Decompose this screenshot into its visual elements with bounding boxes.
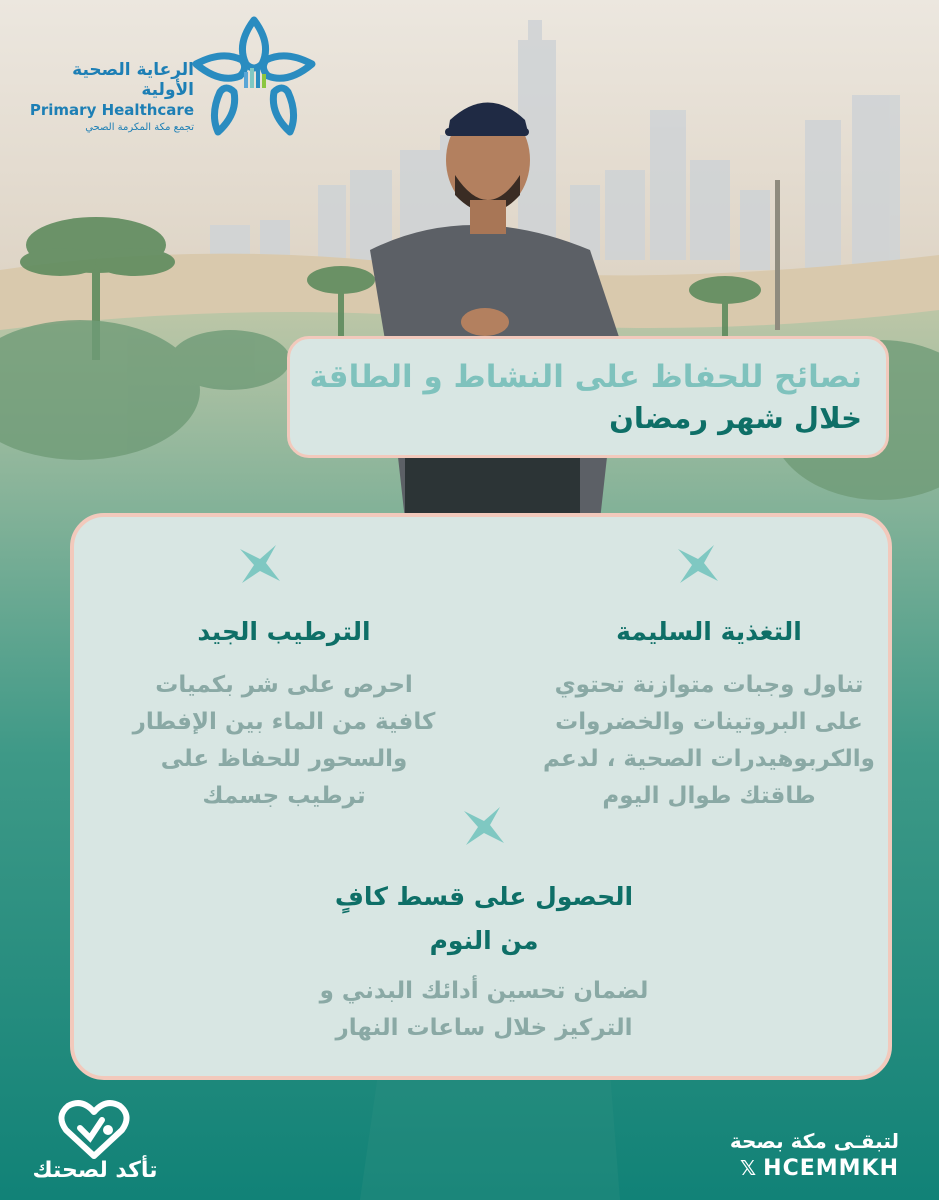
footer-left-text: تأكد لصحتك (32, 1158, 158, 1183)
section-body (114, 667, 454, 815)
body-line: احرص على شر بكميات (155, 672, 413, 698)
section-title (254, 875, 714, 963)
logo-subtitle: تجمع مكة المكرمة الصحي (85, 122, 194, 133)
title-line-1: نصائح للحفاظ على النشاط و الطاقة (309, 359, 862, 395)
title-line: الحصول على قسط كافٍ (334, 882, 634, 911)
title-line: من النوم (429, 926, 539, 955)
star-flower-logo-icon (190, 14, 318, 142)
title-box (287, 336, 889, 458)
body-line: والسحور للحفاظ على (160, 746, 408, 772)
star-icon (460, 803, 508, 851)
body-line: ترطيب جسمك (202, 783, 366, 809)
body-line: والكربوهيدرات الصحية ، لدعم (543, 746, 875, 772)
body-line: لضمان تحسين أدائك البدني و (319, 978, 649, 1004)
footer-slogan-block (699, 1128, 899, 1183)
primary-healthcare-logo (20, 14, 320, 144)
logo-english-name: Primary Healthcare (29, 101, 194, 119)
section-sleep (254, 875, 714, 1047)
body-line: تناول وجبات متوازنة تحتوي (554, 672, 864, 698)
star-icon (236, 541, 284, 589)
logo-text-block (26, 60, 194, 136)
body-line: التركيز خلال ساعات النهار (335, 1015, 633, 1041)
x-icon: 𝕏 (740, 1156, 758, 1180)
title-line-2: خلال شهر رمضان (609, 401, 862, 435)
body-line: على البروتينات والخضروات (555, 709, 863, 735)
star-icon (674, 541, 722, 589)
social-handle[interactable] (699, 1154, 899, 1183)
section-body (539, 667, 879, 815)
body-line: كافية من الماء بين الإفطار (132, 709, 436, 735)
handle-text: HCEMMKH (763, 1156, 899, 1181)
section-hydration (114, 613, 454, 815)
heart-check-icon (58, 1100, 130, 1160)
check-your-health-badge (30, 1100, 160, 1190)
section-title: الترطيب الجيد (197, 617, 371, 646)
footer-slogan: لتبقـى مكة بصحة (729, 1129, 899, 1153)
tips-card (70, 513, 892, 1080)
section-body (254, 973, 714, 1047)
body-line: طاقتك طوال اليوم (602, 783, 816, 809)
section-nutrition (539, 613, 879, 815)
section-title: التغذية السليمة (616, 617, 802, 646)
logo-arabic-name: الرعاية الصحية الأولية (72, 60, 194, 100)
